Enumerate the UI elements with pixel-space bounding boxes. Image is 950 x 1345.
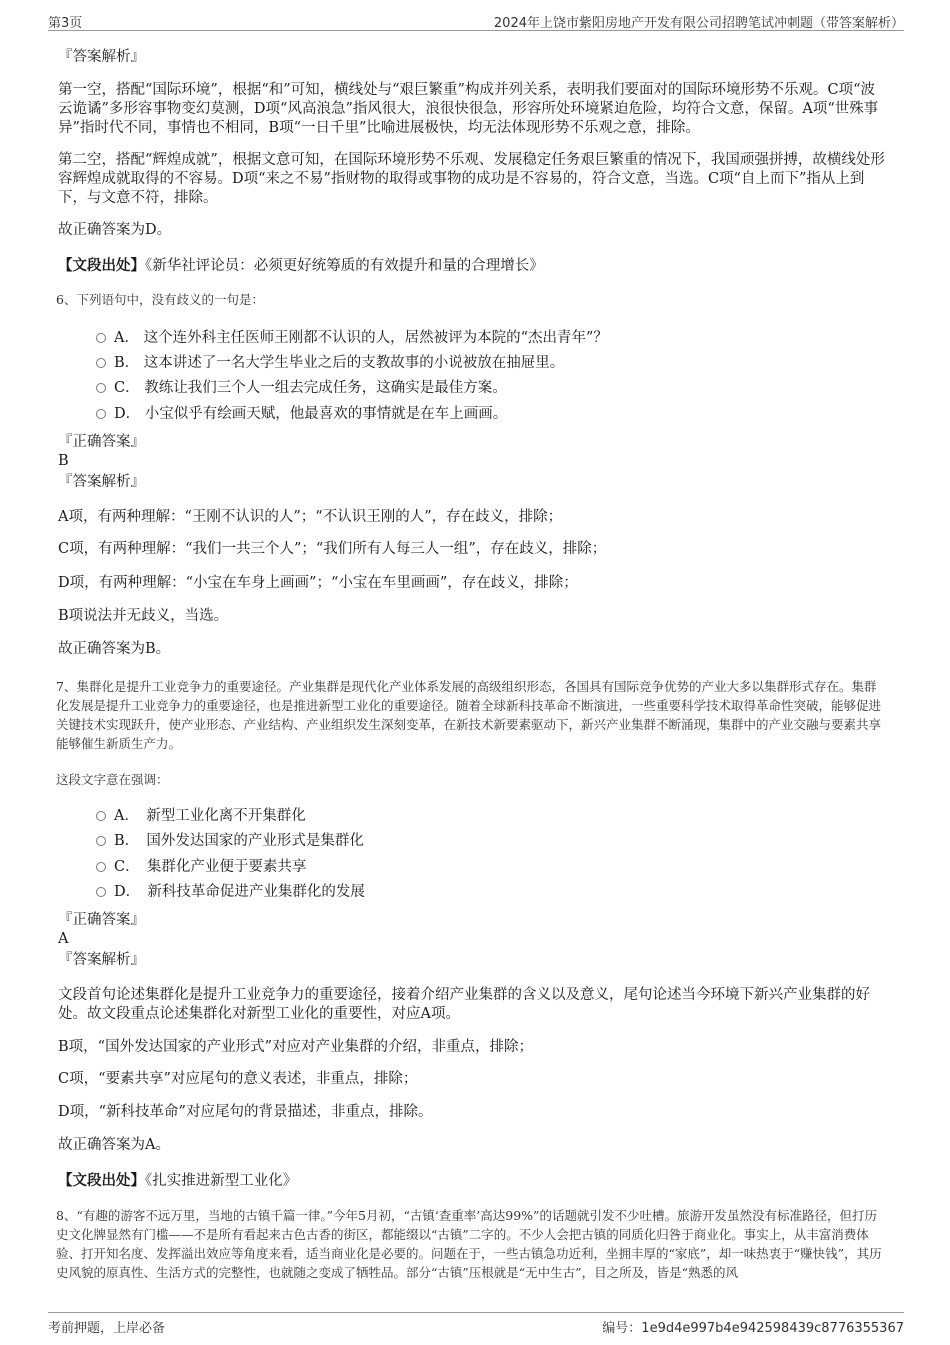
source-label: 【文段出处】 (58, 257, 145, 274)
source-line (58, 256, 544, 276)
conclusion: 故正确答案为A。 (58, 1137, 170, 1153)
source-label: 【文段出处】 (58, 1172, 145, 1189)
page-footer (48, 1312, 904, 1337)
analysis-tag: 『答案解析』 (58, 952, 145, 968)
option-b[interactable]: B． 国外发达国家的产业形式是集群化 (96, 832, 364, 851)
analysis-line: B项说法并无歧义，当选。 (58, 608, 229, 624)
source-title: 《新华社评论员：必须更好统筹质的有效提升和量的合理增长》 (145, 258, 544, 274)
footer-slogan: 考前押题，上岸必备 (48, 1321, 166, 1336)
analysis-line: A项，有两种理解：“王刚不认识的人”；“不认识王刚的人”，存在歧义，排除； (58, 509, 563, 525)
correct-answer: B (58, 453, 69, 469)
conclusion: 故正确答案为B。 (58, 641, 171, 657)
source-title: 《扎实推进新型工业化》 (145, 1173, 298, 1189)
document-title: 2024年上饶市紫阳房地产开发有限公司招聘笔试冲刺题（带答案解析） (493, 16, 904, 31)
question-stem: 8、“有趣的游客不远万里，当地的古镇千篇一律。”今年5月初，“古镇‘查重率’高达99%”的话题就引发不少吐槽。旅游开发虽然没有标准路径，但打历史文化牌显然有门槛——不是所有看起来古色古香的街区，都能缀以“古镇”二字的。不少人会把古镇的同质化归咎于商业化。事实上，从丰富消费体验、打开知名度、发挥溢出效应等角度来看，适当商业化是必要的。问题在于，一些古镇急功近利，坐拥丰厚的“家底”，却一味热衷于“赚快钱”，其历史风貌的原真性、生活方式的完整性，也就随之变成了牺牲品。部分“古镇”压根就是“无中生古”，目之所及，皆是“熟悉的风 (56, 1208, 882, 1280)
analysis-tag: 『答案解析』 (58, 474, 145, 490)
analysis-line: C项，有两种理解：“我们一共三个人”；“我们所有人每三人一组”，存在歧义，排除； (58, 541, 607, 557)
radio-icon[interactable] (96, 358, 106, 368)
option-d[interactable]: D． 小宝似乎有绘画天赋，他最喜欢的事情就是在车上画画。 (96, 405, 507, 424)
option-a[interactable]: A． 这个连外科主任医师王刚都不认识的人，居然被评为本院的“杰出青年”？ (96, 329, 608, 348)
analysis-line: D项，有两种理解：“小宝在车身上画画”；“小宝在车里画画”，存在歧义，排除； (58, 575, 578, 591)
option-d[interactable]: D． 新科技革命促进产业集群化的发展 (96, 883, 365, 902)
radio-icon[interactable] (96, 811, 106, 821)
analysis-line: C项，“要素共享”对应尾句的意义表述，非重点，排除； (58, 1071, 418, 1087)
question-stem: 7、集群化是提升工业竞争力的重要途径。产业集群是现代化产业体系发展的高级组织形态，各国具有国际竞争优势的产业大多以集群形式存在。集群化发展是提升工业竞争力的重要途径，也是推进新型工业化的重要途径。随着全球新科技革命不断演进，一些重要科学技术取得革命性突破，能够促进关键技术实现跃升，使产业形态、产业结构、产业组织发生深刻变革，在新技术新要素驱动下，新兴产业集群不断涌现，集群中的产业交融与要素共享能够催生新质生产力。 (56, 679, 882, 751)
radio-icon[interactable] (96, 333, 106, 343)
source-line (58, 1171, 297, 1191)
page-header (48, 8, 904, 31)
analysis-paragraph: 文段首句论述集群化是提升工业竞争力的重要途径，接着介绍产业集群的含义以及意义，尾句论述当今环境下新兴产业集群的好处。故文段重点论述集群化对新型工业化的重要性，对应A项。 (58, 987, 870, 1022)
analysis-line: D项，“新科技革命”对应尾句的背景描述，非重点，排除。 (58, 1104, 433, 1120)
correct-answer: A (58, 931, 69, 947)
option-c[interactable]: C． 集群化产业便于要素共享 (96, 858, 306, 877)
analysis-paragraph: 第一空，搭配“国际环境”，根据“和”可知，横线处与“艰巨繁重”构成并列关系，表明我们要面对的国际环境形势不乐观。C项“波云诡谲”多形容事物变幻莫测，D项“风高浪急”指风很大，浪很快很急，形容所处环境紧迫危险，均符合文意，保留。A项“世殊事异”指时代不同，事情也不相同，B项“一日千里”比喻进展极快，均无法体现形势不乐观之意，排除。 (58, 82, 879, 136)
radio-icon[interactable] (96, 862, 106, 872)
option-b[interactable]: B． 这本讲述了一名大学生毕业之后的支教故事的小说被放在抽屉里。 (96, 354, 564, 373)
question-stem: 6、下列语句中，没有歧义的一句是： (56, 292, 264, 307)
conclusion: 故正确答案为D。 (58, 222, 172, 238)
analysis-line: B项，“国外发达国家的产业形式”对应对产业集群的介绍，非重点，排除； (58, 1039, 533, 1055)
radio-icon[interactable] (96, 383, 106, 393)
question-prompt: 这段文字意在强调： (56, 772, 169, 787)
analysis-paragraph: 第二空，搭配“辉煌成就”，根据文意可知，在国际环境形势不乐观、发展稳定任务艰巨繁重的情况下，我国顽强拼搏，故横线处形容辉煌成就取得的不容易。D项“来之不易”指财物的取得或事物的成功是不容易的，符合文意，当选。C项“自上而下”指从上到下，与文意不符，排除。 (58, 152, 885, 206)
document-code: 编号：1e9d4e997b4e942598439c8776355367 (602, 1321, 904, 1336)
page-number: 第3页 (48, 16, 83, 31)
answer-tag: 『正确答案』 (58, 434, 145, 450)
radio-icon[interactable] (96, 887, 106, 897)
option-c[interactable]: C． 教练让我们三个人一组去完成任务，这确实是最佳方案。 (96, 379, 507, 398)
radio-icon[interactable] (96, 409, 106, 419)
answer-tag: 『正确答案』 (58, 912, 145, 928)
analysis-tag: 『答案解析』 (58, 49, 145, 65)
radio-icon[interactable] (96, 836, 106, 846)
option-a[interactable]: A． 新型工业化离不开集群化 (96, 807, 306, 826)
